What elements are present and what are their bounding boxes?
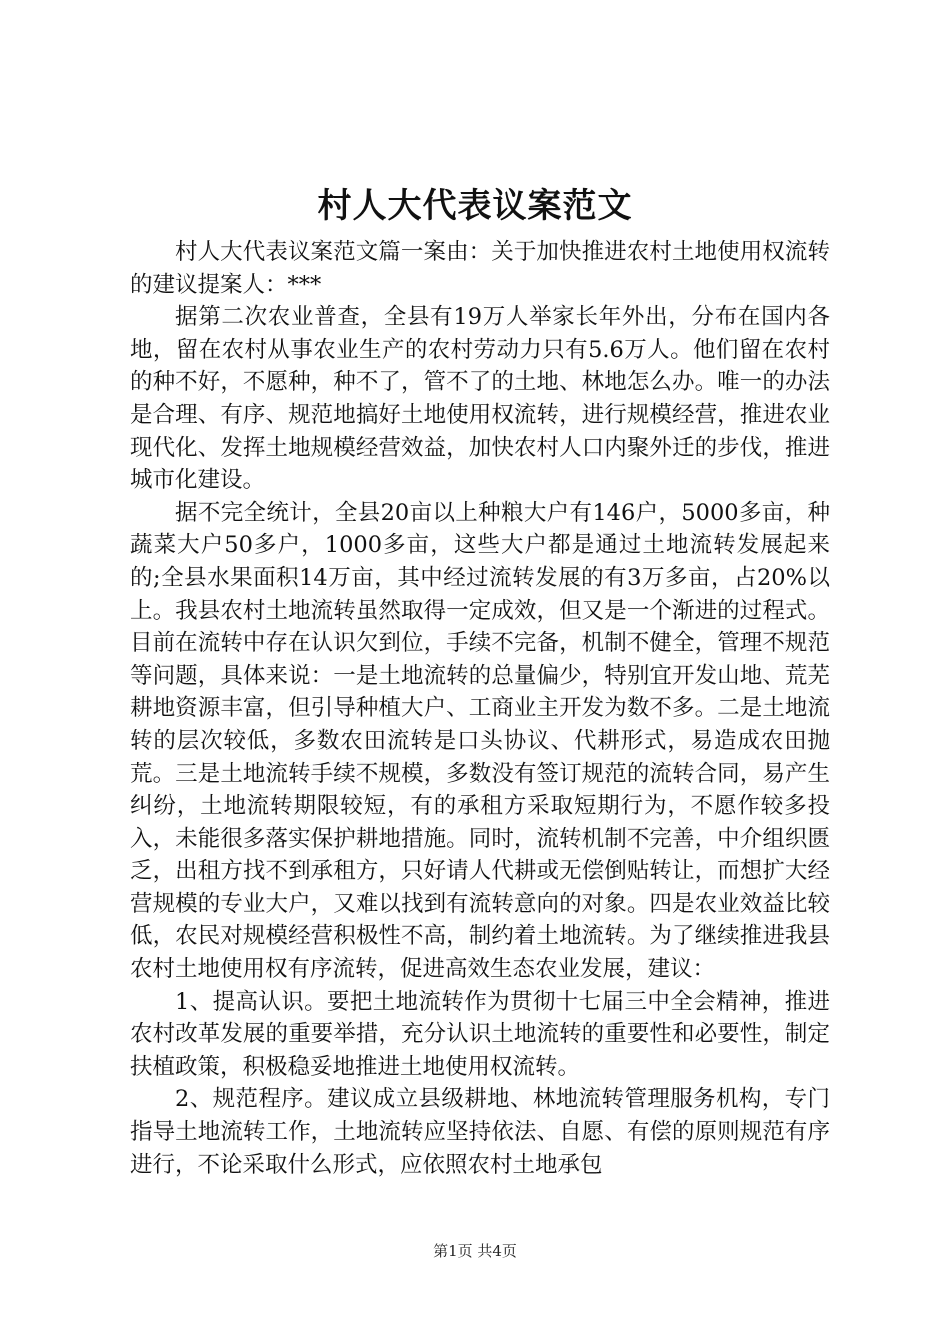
paragraph: 1、提高认识。要把土地流转作为贯彻十七届三中全会精神，推进农村改革发展的重要举措，充分认识土地流转的重要性和必要性，制定扶植政策，积极稳妥地推进土地使用权流转。 xyxy=(130,988,830,1080)
document-body xyxy=(130,236,830,1181)
paragraph: 据不完全统计，全县20亩以上种粮大户有146户，5000多亩，种蔬菜大户50多户，1000多亩，这些大户都是通过土地流转发展起来的;全县水果面积14万亩，其中经过流转发展的有3万多亩，占20%以上。我县农村土地流转虽然取得一定成效，但又是一个渐进的过程式。目前在流转中存在认识欠到位，手续不完备，机制不健全，管理不规范等问题，具体来说：一是土地流转的总量偏少，特别宜开发山地、荒芜耕地资源丰富，但引导种植大户、工商业主开发为数不多。二是土地流转的层次较低，多数农田流转是口头协议、代耕形式，易造成农田抛荒。三是土地流转手续不规模，多数没有签订规范的流转合同，易产生纠纷，土地流转期限较短，有的承租方采取短期行为，不愿作较多投入，未能很多落实保护耕地措施。同时，流转机制不完善，中介组织匮乏，出租方找不到承租方，只好请人代耕或无偿倒贴转让，而想扩大经营规模的专业大户，又难以找到有流转意向的对象。四是农业效益比较低，农民对规模经营积极性不高，制约着土地流转。为了继续推进我县农村土地使用权有序流转，促进高效生态农业发展，建议： xyxy=(130,499,830,983)
page-number-footer: 第1页 共4页 xyxy=(433,1242,517,1260)
paragraph: 2、规范程序。建议成立县级耕地、林地流转管理服务机构，专门指导土地流转工作，土地流转应坚持依法、自愿、有偿的原则规范有序进行，不论采取什么形式，应依照农村土地承包 xyxy=(130,1086,830,1178)
document-title: 村人大代表议案范文 xyxy=(317,186,633,226)
paragraph: 据第二次农业普查，全县有19万人举家长年外出，分布在国内各地，留在农村从事农业生产的农村劳动力只有5.6万人。他们留在农村的种不好，不愿种，种不了，管不了的土地、林地怎么办。唯一的办法是合理、有序、规范地搞好土地使用权流转，进行规模经营，推进农业现代化、发挥土地规模经营效益，加快农村人口内聚外迁的步伐，推进城市化建设。 xyxy=(130,304,830,494)
paragraph: 村人大代表议案范文篇一案由：关于加快推进农村土地使用权流转的建议提案人：*** xyxy=(130,239,830,298)
